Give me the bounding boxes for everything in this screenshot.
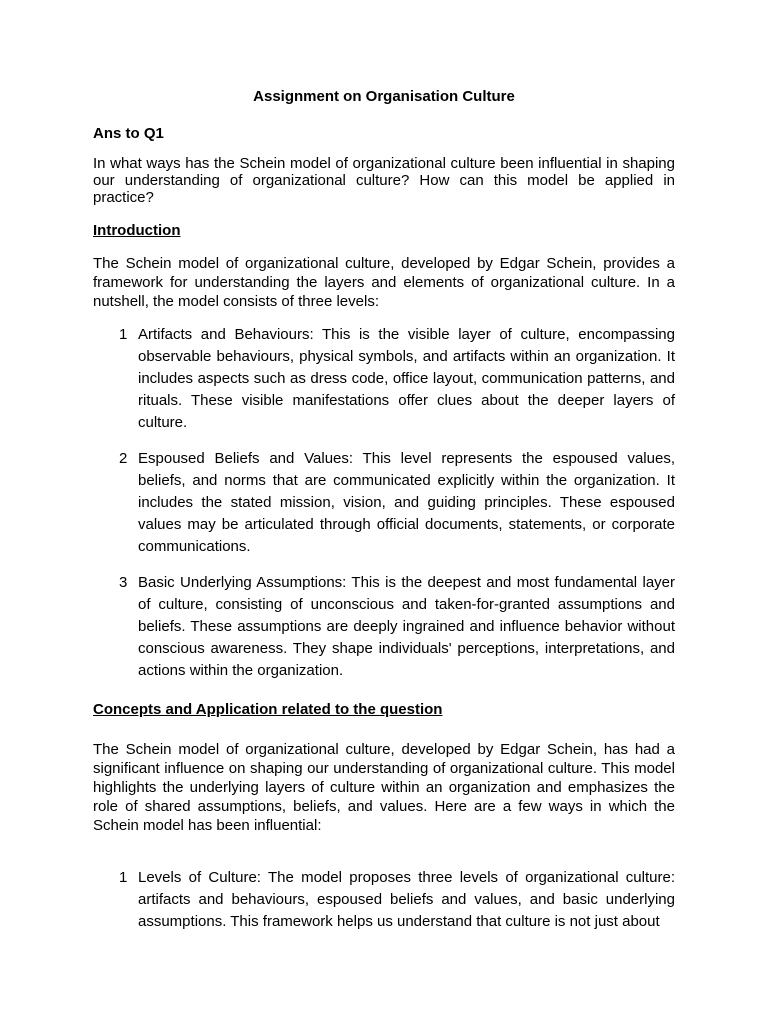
list-number: 2 <box>119 450 128 467</box>
list-text: Basic Underlying Assumptions: This is the deepest and most fundamental layer of culture, consisting of unconscious and taken-for-granted assumptions and beliefs. These assumptions are deeply ingrained and influence behavior without conscious awareness. They shape individuals' perceptions, interpretations, and actions within the organization. <box>138 574 675 679</box>
list-text: Levels of Culture: The model proposes three levels of organizational culture: artifacts and behaviours, espoused beliefs and values, and basic underlying assumptions. This framework helps us understand that culture is not just about <box>138 869 675 930</box>
concepts-paragraph: The Schein model of organizational culture, developed by Edgar Schein, has had a significant influence on shaping our understanding of organizational culture. This model highlights the underlying layers of culture within an organization and emphasizes the role of shared assumptions, beliefs, and values. Here are a few ways in which the Schein model has been influential: <box>93 741 675 834</box>
concepts-list-item-1 <box>93 867 675 933</box>
introduction-heading: Introduction <box>93 222 181 239</box>
list-number: 1 <box>119 326 128 343</box>
list-text: Espoused Beliefs and Values: This level represents the espoused values, beliefs, and norms that are communicated explicitly within the organization. It includes the stated mission, vision, and guiding principles. These espoused values may be articulated through official documents, statements, or corporate communications. <box>138 450 675 555</box>
intro-list-item-1 <box>93 324 675 434</box>
intro-list-item-3 <box>93 572 675 682</box>
question-paragraph: In what ways has the Schein model of organizational culture been influential in shaping our understanding of organizational culture? How can this model be applied in practice? <box>93 155 675 206</box>
concepts-heading: Concepts and Application related to the question <box>93 701 443 718</box>
list-number: 3 <box>119 574 128 591</box>
document-title: Assignment on Organisation Culture <box>253 88 515 105</box>
list-text: Artifacts and Behaviours: This is the visible layer of culture, encompassing observable behaviours, physical symbols, and artifacts within an organization. It includes aspects such as dress code, office layout, communication patterns, and rituals. These visible manifestations offer clues about the deeper layers of culture. <box>138 326 675 431</box>
list-number: 1 <box>119 869 128 886</box>
answer-heading: Ans to Q1 <box>93 125 164 142</box>
intro-list-item-2 <box>93 448 675 558</box>
introduction-paragraph: The Schein model of organizational culture, developed by Edgar Schein, provides a framework for understanding the layers and elements of organizational culture. In a nutshell, the model consists of three levels: <box>93 255 675 310</box>
